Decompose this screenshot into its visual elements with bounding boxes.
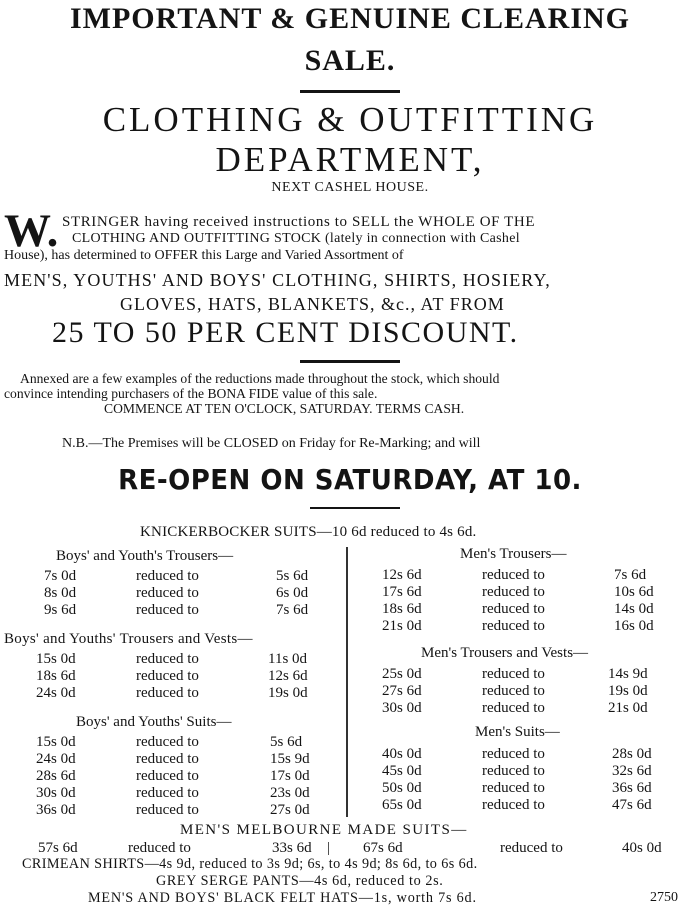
- price-was: 40s 0d: [382, 746, 422, 762]
- notice-line-2: convince intending purchasers of the BONA FIDE value of this sale.: [4, 386, 378, 401]
- drop-cap: W.: [4, 205, 59, 257]
- price-now: 32s 6d: [612, 763, 652, 779]
- discount-headline: 25 TO 50 PER CENT DISCOUNT.: [52, 316, 519, 349]
- price-row: [0, 584, 700, 601]
- notice-line-1: Annexed are a few examples of the reductions made throughout the stock, which should: [20, 371, 500, 386]
- melbourne-row: [0, 840, 700, 857]
- left-vests-title: Boys' and Youths' Trousers and Vests—: [4, 631, 253, 647]
- price-was: 30s 0d: [382, 700, 422, 716]
- melbourne-was-1: 57s 6d: [38, 840, 78, 856]
- price-now: 16s 0d: [614, 618, 654, 634]
- price-now: 15s 9d: [270, 751, 310, 767]
- reduced-label: reduced to: [136, 785, 199, 801]
- price-now: 14s 9d: [608, 666, 648, 682]
- reduced-label: reduced to: [136, 802, 199, 818]
- intro-line-4: MEN'S, YOUTHS' AND BOYS' CLOTHING, SHIRTS, HOSIERY,: [4, 270, 551, 290]
- melbourne-title: MEN'S MELBOURNE MADE SUITS—: [180, 822, 468, 838]
- price-row: [0, 797, 700, 814]
- department-title-1: CLOTHING & OUTFITTING: [102, 100, 598, 139]
- reduced-label: reduced to: [136, 585, 199, 601]
- felt-hats-line: MEN'S AND BOYS' BLACK FELT HATS—1s, worth 7s 6d.: [88, 890, 477, 906]
- reduced-label: reduced to: [136, 668, 199, 684]
- price-row: [0, 700, 700, 717]
- price-now: 28s 0d: [612, 746, 652, 762]
- price-now: 27s 0d: [270, 802, 310, 818]
- reduced-label: reduced to: [482, 567, 545, 583]
- price-now: 36s 6d: [612, 780, 652, 796]
- reduced-label: reduced to: [482, 746, 545, 762]
- price-row: [0, 683, 700, 700]
- price-now: 17s 0d: [270, 768, 310, 784]
- divider: [300, 90, 400, 93]
- price-now: 7s 6d: [276, 602, 309, 618]
- price-was: 50s 0d: [382, 780, 422, 796]
- price-was: 7s 0d: [44, 568, 77, 584]
- price-row: [0, 746, 700, 763]
- price-was: 25s 0d: [382, 666, 422, 682]
- reduced-label: reduced to: [482, 797, 545, 813]
- melbourne-separator: |: [327, 840, 331, 856]
- reduced-label: reduced to: [482, 618, 545, 634]
- price-now: 21s 0d: [608, 700, 648, 716]
- nb-line: N.B.—The Premises will be CLOSED on Friday for Re-Marking; and will: [62, 436, 481, 451]
- reduced-label: reduced to: [482, 601, 545, 617]
- reduced-label: reduced to: [136, 602, 199, 618]
- price-was: 17s 6d: [382, 584, 422, 600]
- price-row: [0, 763, 700, 780]
- melbourne-now-2: 40s 0d: [622, 840, 662, 856]
- price-now: 12s 6d: [268, 668, 308, 684]
- reduced-label: reduced to: [482, 700, 545, 716]
- price-was: 24s 0d: [36, 685, 76, 701]
- reference-number: 2750: [650, 890, 678, 905]
- divider: [310, 507, 400, 509]
- reduced-label: reduced to: [136, 568, 199, 584]
- reduced-label: reduced to: [482, 584, 545, 600]
- reduced-label: reduced to: [482, 666, 545, 682]
- price-was: 30s 0d: [36, 785, 76, 801]
- intro-line-3: House), has determined to OFFER this Large and Varied Assortment of: [4, 248, 404, 263]
- reduced-label: reduced to: [136, 734, 199, 750]
- melbourne-now-1: 33s 6d: [272, 840, 312, 856]
- price-now: 5s 6d: [276, 568, 309, 584]
- right-suits-title: Men's Suits—: [475, 724, 560, 740]
- price-now: 11s 0d: [268, 651, 308, 667]
- reduced-label: reduced to: [136, 651, 199, 667]
- price-now: 14s 0d: [614, 601, 654, 617]
- price-now: 7s 6d: [614, 567, 647, 583]
- location-line: NEXT CASHEL HOUSE.: [271, 180, 429, 195]
- price-was: 21s 0d: [382, 618, 422, 634]
- price-now: 6s 0d: [276, 585, 309, 601]
- price-row: [0, 618, 700, 635]
- intro-line-5: GLOVES, HATS, BLANKETS, &c., AT FROM: [120, 294, 505, 314]
- price-was: 9s 6d: [44, 602, 77, 618]
- price-now: 10s 6d: [614, 584, 654, 600]
- melbourne-reduced-2: reduced to: [500, 840, 563, 856]
- price-was: 15s 0d: [36, 651, 76, 667]
- divider: [300, 360, 400, 363]
- price-row: [0, 567, 700, 584]
- reduced-label: reduced to: [136, 768, 199, 784]
- knickerbocker-line: KNICKERBOCKER SUITS—10 6d reduced to 4s 6d.: [140, 524, 477, 540]
- price-row: [0, 780, 700, 797]
- price-now: 19s 0d: [268, 685, 308, 701]
- price-was: 24s 0d: [36, 751, 76, 767]
- melbourne-was-2: 67s 6d: [363, 840, 403, 856]
- right-vests-title: Men's Trousers and Vests—: [421, 645, 589, 661]
- price-was: 36s 0d: [36, 802, 76, 818]
- price-was: 27s 6d: [382, 683, 422, 699]
- reduced-label: reduced to: [136, 751, 199, 767]
- left-suits-title: Boys' and Youths' Suits—: [76, 714, 232, 730]
- left-trousers-title: Boys' and Youth's Trousers—: [56, 548, 234, 564]
- department-title-2: DEPARTMENT,: [215, 140, 485, 179]
- reduced-label: reduced to: [482, 683, 545, 699]
- price-row: [0, 666, 700, 683]
- price-was: 8s 0d: [44, 585, 77, 601]
- headline-line-1: IMPORTANT & GENUINE CLEARING: [69, 2, 631, 35]
- reopen-headline: RE-OPEN ON SATURDAY, AT 10.: [118, 463, 582, 496]
- price-was: 18s 6d: [36, 668, 76, 684]
- price-was: 45s 0d: [382, 763, 422, 779]
- intro-line-1: STRINGER having received instructions to SELL the WHOLE OF THE: [62, 214, 536, 230]
- reduced-label: reduced to: [136, 685, 199, 701]
- price-was: 12s 6d: [382, 567, 422, 583]
- melbourne-reduced-1: reduced to: [128, 840, 191, 856]
- right-trousers-title: Men's Trousers—: [460, 546, 567, 562]
- crimean-shirts-line: CRIMEAN SHIRTS—4s 9d, reduced to 3s 9d; 6s, to 4s 9d; 8s 6d, to 6s 6d.: [22, 856, 478, 872]
- price-was: 65s 0d: [382, 797, 422, 813]
- price-now: 47s 6d: [612, 797, 652, 813]
- price-was: 15s 0d: [36, 734, 76, 750]
- intro-line-2: CLOTHING AND OUTFITTING STOCK (lately in connection with Cashel: [72, 231, 520, 246]
- price-was: 28s 6d: [36, 768, 76, 784]
- price-row: [0, 601, 700, 618]
- grey-serge-line: GREY SERGE PANTS—4s 6d, reduced to 2s.: [156, 873, 444, 889]
- headline-line-2: SALE.: [304, 44, 396, 77]
- price-now: 19s 0d: [608, 683, 648, 699]
- price-now: 5s 6d: [270, 734, 303, 750]
- price-was: 18s 6d: [382, 601, 422, 617]
- reduced-label: reduced to: [482, 780, 545, 796]
- price-now: 23s 0d: [270, 785, 310, 801]
- reduced-label: reduced to: [482, 763, 545, 779]
- notice-line-3: COMMENCE AT TEN O'CLOCK, SATURDAY. TERMS CASH.: [104, 401, 465, 416]
